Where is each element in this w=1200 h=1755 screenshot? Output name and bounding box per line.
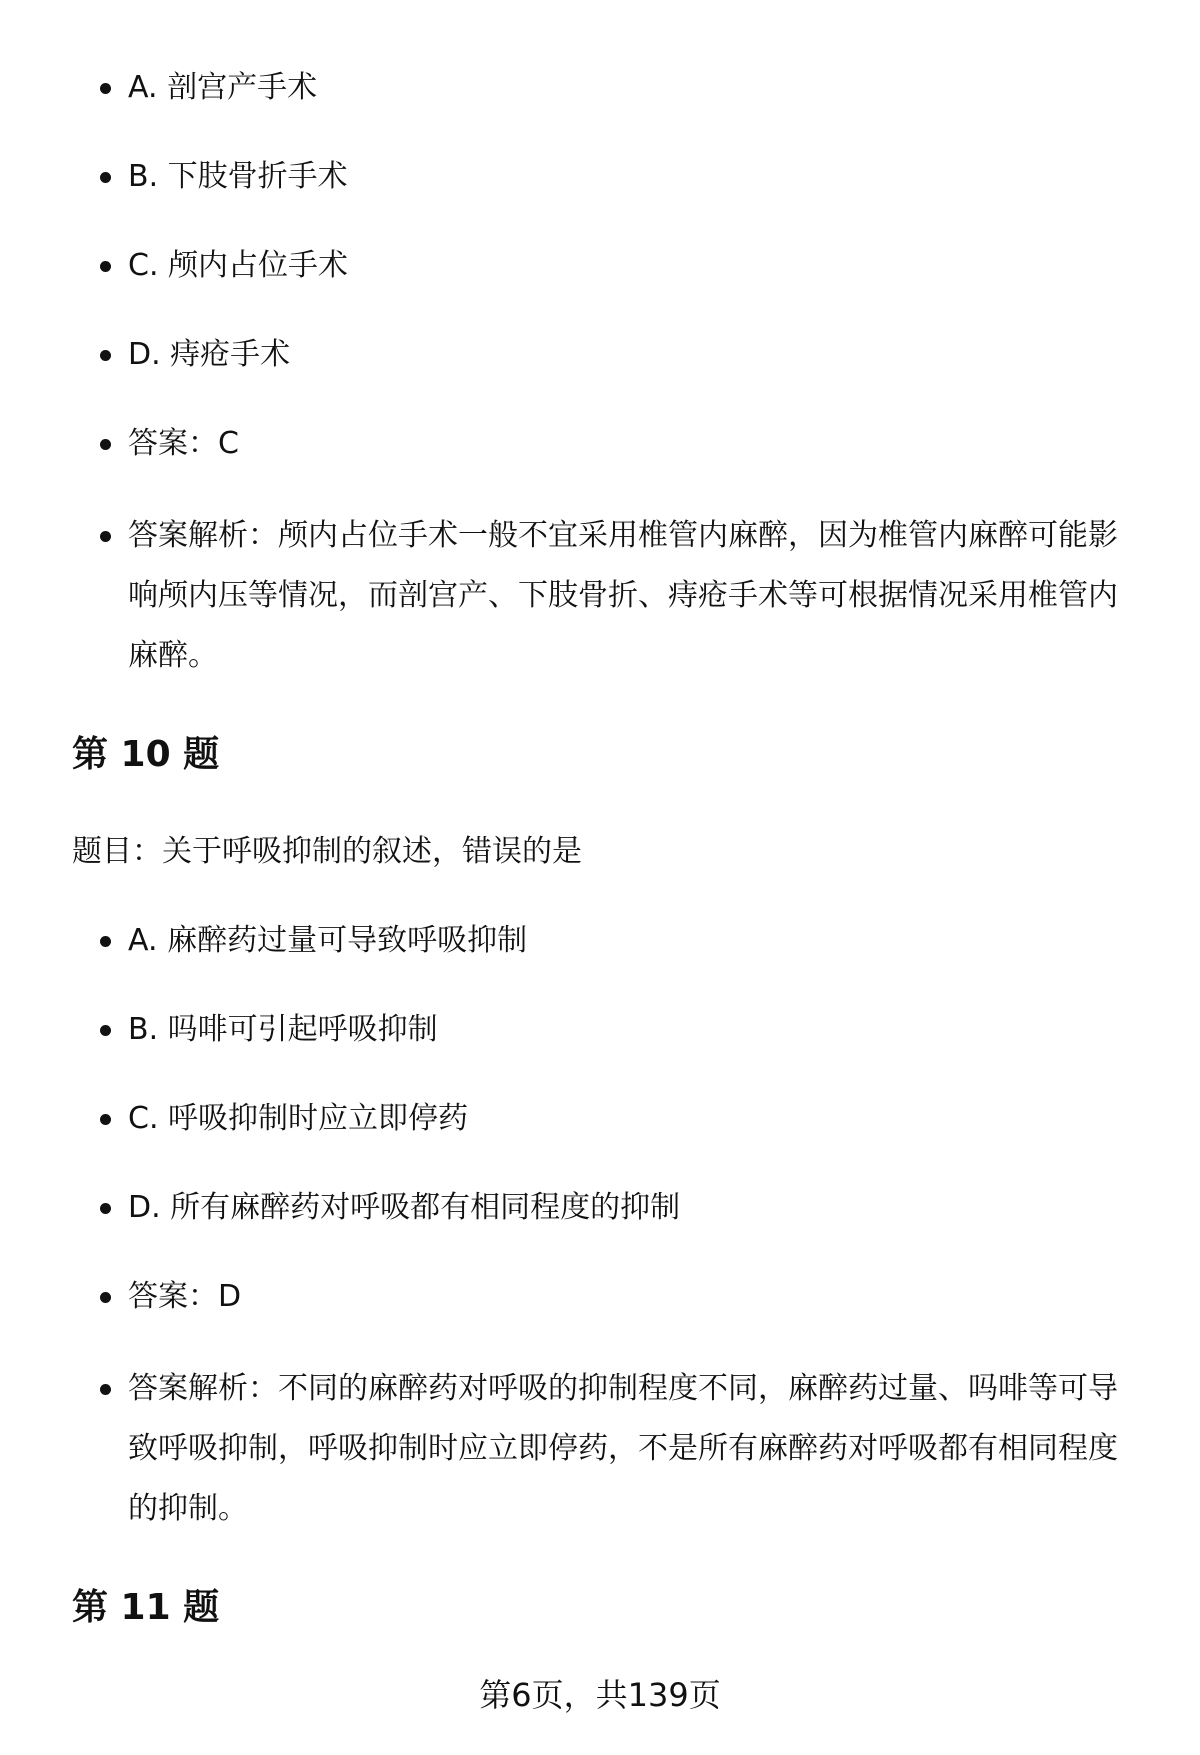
q10-explanation: 答案解析：不同的麻醉药对呼吸的抑制程度不同，麻醉药过量、吗啡等可导致呼吸抑制，呼吸抑制时应立即停药，不是所有麻醉药对呼吸都有相同程度的抑制。 bbox=[128, 1359, 1138, 1539]
q10-option-d: D. 所有麻醉药对呼吸都有相同程度的抑制 bbox=[128, 1178, 1138, 1238]
q10-answer: 答案：D bbox=[128, 1267, 1138, 1327]
q10-heading: 第 10 题 bbox=[72, 734, 220, 775]
q10-option-c: C. 呼吸抑制时应立即停药 bbox=[128, 1089, 1138, 1149]
q9-option-d: D. 痔疮手术 bbox=[128, 325, 1138, 385]
q9-option-a: A. 剖宫产手术 bbox=[128, 58, 1138, 118]
q10-option-a: A. 麻醉药过量可导致呼吸抑制 bbox=[128, 911, 1138, 971]
q9-answer: 答案：C bbox=[128, 414, 1138, 474]
q9-explanation: 答案解析：颅内占位手术一般不宜采用椎管内麻醉，因为椎管内麻醉可能影响颅内压等情况，而剖宫产、下肢骨折、痔疮手术等可根据情况采用椎管内麻醉。 bbox=[128, 506, 1138, 686]
q10-stem: 题目：关于呼吸抑制的叙述，错误的是 bbox=[72, 834, 582, 869]
q10-option-b: B. 吗啡可引起呼吸抑制 bbox=[128, 1000, 1138, 1060]
page-number: 第6页，共139页 bbox=[479, 1676, 721, 1714]
q9-option-b: B. 下肢骨折手术 bbox=[128, 147, 1138, 207]
q9-option-c: C. 颅内占位手术 bbox=[128, 236, 1138, 296]
q11-heading: 第 11 题 bbox=[72, 1587, 220, 1628]
